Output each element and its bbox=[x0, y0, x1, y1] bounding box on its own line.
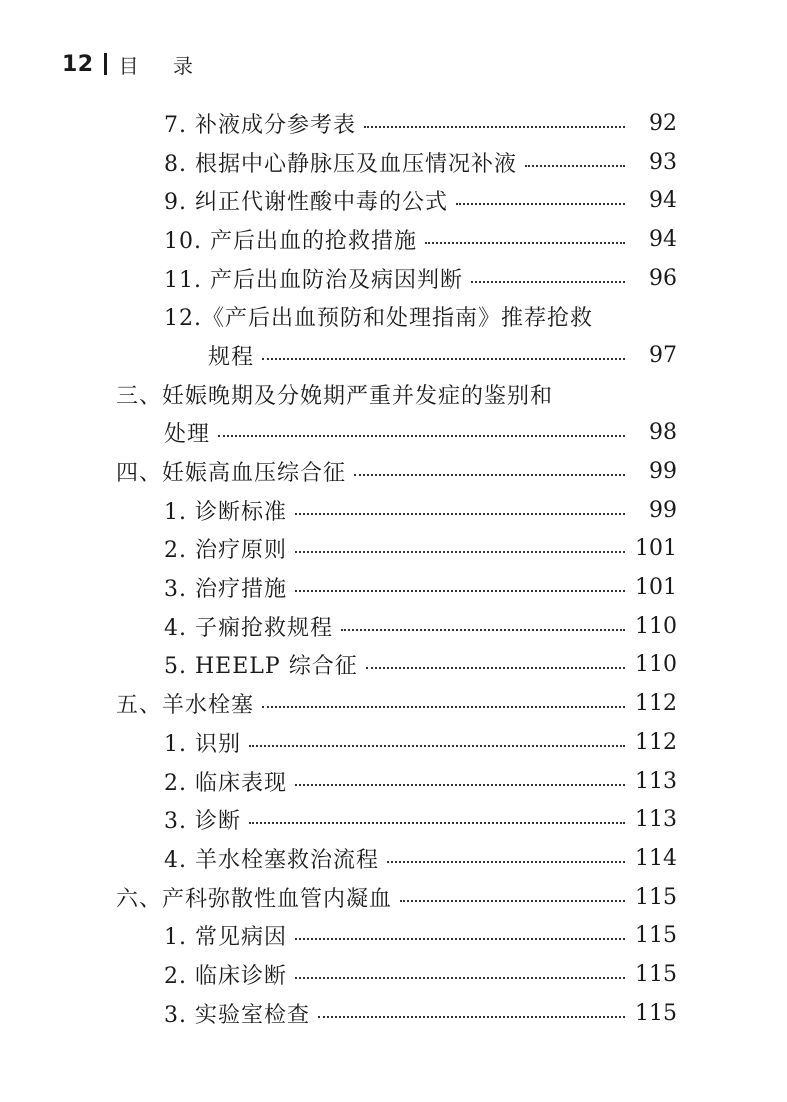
toc-entry bbox=[0, 916, 787, 955]
toc-entry-label: 7. 补液成分参考表 bbox=[164, 112, 356, 138]
toc-entry bbox=[0, 568, 787, 607]
toc-entry-row bbox=[164, 297, 677, 336]
toc-entry-row bbox=[116, 452, 677, 491]
toc-entry-row bbox=[116, 684, 677, 723]
toc-entry-page-number: 97 bbox=[649, 342, 677, 368]
dot-leader bbox=[354, 473, 625, 476]
header-section-title: 目 录 bbox=[118, 53, 207, 78]
toc-entry bbox=[0, 491, 787, 530]
toc-entry-page-number: 99 bbox=[649, 497, 677, 523]
toc-entry bbox=[0, 530, 787, 569]
toc-entry-row bbox=[164, 104, 677, 143]
dot-leader bbox=[295, 976, 625, 979]
toc-entry bbox=[0, 181, 787, 220]
toc-entry-label: 六、产科弥散性血管内凝血 bbox=[116, 886, 393, 912]
toc-entry-page-number: 115 bbox=[635, 923, 677, 949]
toc-entry-label: 2. 临床诊断 bbox=[164, 963, 287, 989]
toc-entry-label: 四、妊娠高血压综合征 bbox=[116, 461, 347, 487]
toc-entry bbox=[0, 375, 787, 414]
toc-entry-page-number: 93 bbox=[649, 149, 677, 175]
toc-entry bbox=[0, 994, 787, 1033]
toc-entry-row bbox=[164, 762, 677, 801]
dot-leader bbox=[262, 705, 625, 708]
toc-entry-label: 五、羊水栓塞 bbox=[116, 693, 255, 719]
toc-entry-page-number: 115 bbox=[635, 1000, 677, 1026]
dot-leader bbox=[525, 164, 625, 167]
toc-entry-page-number: 110 bbox=[635, 613, 677, 639]
toc-entry-label: 处理 bbox=[164, 422, 211, 448]
dot-leader bbox=[295, 937, 625, 940]
toc-entry bbox=[0, 762, 787, 801]
toc-entry-label: 2. 治疗原则 bbox=[164, 538, 287, 564]
toc-entry-label: 5. HEELP 综合征 bbox=[164, 654, 358, 680]
toc-entry-row bbox=[208, 336, 677, 375]
dot-leader bbox=[318, 1015, 625, 1018]
dot-leader bbox=[456, 202, 625, 205]
toc-entry-label: 三、妊娠晚期及分娩期严重并发症的鉴别和 bbox=[116, 383, 554, 409]
toc-entry bbox=[0, 452, 787, 491]
toc-entry bbox=[0, 259, 787, 298]
toc-entry-row bbox=[164, 646, 677, 685]
dot-leader bbox=[387, 860, 625, 863]
toc-entry-row bbox=[164, 723, 677, 762]
toc-entry-row bbox=[164, 143, 677, 182]
toc-entry-page-number: 99 bbox=[649, 459, 677, 485]
toc-entry-row bbox=[164, 259, 677, 298]
toc-entry bbox=[0, 414, 787, 453]
toc-entry-page-number: 112 bbox=[635, 729, 677, 755]
dot-leader bbox=[366, 666, 625, 669]
toc-entry-label: 11. 产后出血防治及病因判断 bbox=[164, 267, 463, 293]
dot-leader bbox=[364, 125, 625, 128]
dot-leader bbox=[341, 628, 625, 631]
dot-leader bbox=[249, 821, 625, 824]
toc-entry bbox=[0, 607, 787, 646]
toc-entry-label: 9. 纠正代谢性酸中毒的公式 bbox=[164, 190, 448, 216]
header-divider bbox=[104, 53, 107, 75]
dot-leader bbox=[295, 550, 625, 553]
toc-entry-row bbox=[164, 414, 677, 453]
toc-entry bbox=[0, 220, 787, 259]
dot-leader bbox=[471, 280, 625, 283]
toc-entry bbox=[0, 684, 787, 723]
toc-entry bbox=[0, 800, 787, 839]
toc-entry bbox=[0, 955, 787, 994]
toc-entry-row bbox=[164, 220, 677, 259]
toc-entry-label: 3. 实验室检查 bbox=[164, 1002, 310, 1028]
toc-entry-label: 1. 诊断标准 bbox=[164, 499, 287, 525]
toc-entry-page-number: 115 bbox=[635, 961, 677, 987]
toc-entry-label: 10. 产后出血的抢救措施 bbox=[164, 228, 417, 254]
toc-entry bbox=[0, 336, 787, 375]
toc-entry-label: 4. 子痫抢救规程 bbox=[164, 615, 333, 641]
toc-entry-page-number: 94 bbox=[649, 188, 677, 214]
toc-entry-row bbox=[164, 994, 677, 1033]
dot-leader bbox=[295, 589, 625, 592]
toc-entry-label: 2. 临床表现 bbox=[164, 770, 287, 796]
toc-entry-page-number: 110 bbox=[635, 652, 677, 678]
toc-entry-row bbox=[164, 955, 677, 994]
toc-entry-page-number: 94 bbox=[649, 226, 677, 252]
toc-entry-label: 4. 羊水栓塞救治流程 bbox=[164, 847, 379, 873]
toc-entry-page-number: 92 bbox=[649, 110, 677, 136]
toc-entry-page-number: 101 bbox=[635, 536, 677, 562]
dot-leader bbox=[249, 744, 625, 747]
toc-entry-label: 1. 识别 bbox=[164, 731, 241, 757]
toc-entry-label: 8. 根据中心静脉压及血压情况补液 bbox=[164, 151, 517, 177]
toc-entry-row bbox=[164, 839, 677, 878]
toc-entry-row bbox=[164, 491, 677, 530]
dot-leader bbox=[262, 357, 625, 360]
toc-entry-label: 12.《产后出血预防和处理指南》推荐抢救 bbox=[164, 306, 593, 332]
toc-entry-label: 3. 诊断 bbox=[164, 809, 241, 835]
table-of-contents bbox=[0, 104, 787, 1033]
header-page-number: 12 bbox=[62, 51, 94, 77]
toc-entry-row bbox=[116, 375, 677, 414]
toc-entry-row bbox=[164, 916, 677, 955]
toc-entry-row bbox=[164, 607, 677, 646]
toc-entry-page-number: 101 bbox=[635, 575, 677, 601]
toc-entry-page-number: 114 bbox=[635, 845, 677, 871]
toc-entry-row bbox=[164, 181, 677, 220]
toc-entry-page-number: 96 bbox=[649, 265, 677, 291]
toc-entry bbox=[0, 104, 787, 143]
toc-entry-label: 1. 常见病因 bbox=[164, 925, 287, 951]
toc-entry-page-number: 113 bbox=[635, 807, 677, 833]
toc-entry-row bbox=[164, 530, 677, 569]
dot-leader bbox=[295, 783, 625, 786]
toc-entry-label: 规程 bbox=[208, 344, 255, 370]
toc-entry-row bbox=[164, 800, 677, 839]
toc-entry-row bbox=[164, 568, 677, 607]
toc-entry-label: 3. 治疗措施 bbox=[164, 577, 287, 603]
toc-entry-page-number: 98 bbox=[649, 420, 677, 446]
toc-entry bbox=[0, 723, 787, 762]
toc-entry-page-number: 112 bbox=[635, 691, 677, 717]
toc-entry bbox=[0, 839, 787, 878]
toc-entry-row bbox=[116, 878, 677, 917]
toc-entry bbox=[0, 297, 787, 336]
toc-entry-page-number: 115 bbox=[635, 884, 677, 910]
toc-entry bbox=[0, 646, 787, 685]
running-header bbox=[62, 48, 207, 80]
dot-leader bbox=[425, 241, 625, 244]
toc-entry-page-number: 113 bbox=[635, 768, 677, 794]
dot-leader bbox=[218, 434, 625, 437]
toc-entry bbox=[0, 878, 787, 917]
dot-leader bbox=[400, 899, 625, 902]
dot-leader bbox=[295, 512, 625, 515]
toc-entry bbox=[0, 143, 787, 182]
